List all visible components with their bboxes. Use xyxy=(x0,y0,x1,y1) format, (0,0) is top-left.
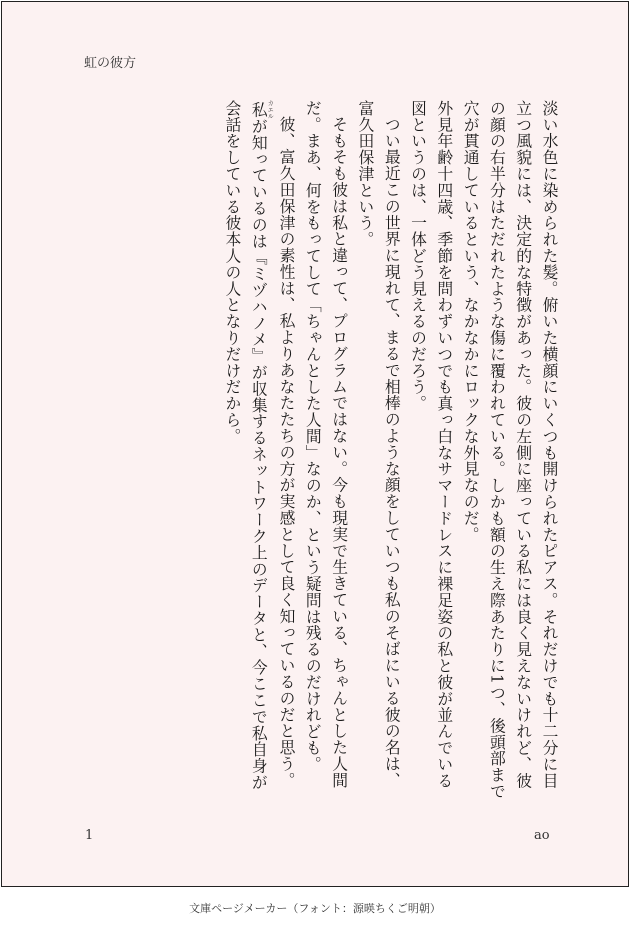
paragraph-5 xyxy=(273,100,299,800)
book-title: 虹の彼方 xyxy=(84,56,137,71)
page-number: 1 xyxy=(85,828,94,843)
vertical-text-body xyxy=(102,100,562,800)
paragraph-1: 淡い水色に染められた髪。俯いた横顔にいくつも開けられたピアス。それだけでも十二分に目立つ風貌には、決定的な特徴があった。彼の左側に座っている私には良く見えないけれど、彼の顔の右半分はただれたような傷に覆われている。しかも額の生え際あたりに1つ、後頭部まで穴が貫通しているという、なかなかにロックな外見なのだ。 xyxy=(461,100,559,800)
ruby-annotation xyxy=(249,100,274,120)
ruby-base: 私 xyxy=(249,100,269,120)
paragraph-6-text: が知っているのは『ミヅハノメ』が収集するネットワーク上のデータと、今ここで私自身が会話をしている彼本人の人となりだけだから。 xyxy=(222,100,269,791)
paragraph-5-text: 彼、富久田保津の素性は、私よりあなたたちの方が実感として良く知っているのだと思う。 xyxy=(277,115,297,789)
generator-credit: 文庫ページメーカー（フォント：源暎ちくご明朝） xyxy=(189,902,441,915)
ruby-text: カエル xyxy=(266,100,274,120)
author-name: ao xyxy=(534,828,550,843)
paragraph-3: つい最近この世界に現れて、まるで相棒のような顔をしていつも私のそばにいる彼の名は、富久田保津という。 xyxy=(355,100,402,789)
book-page xyxy=(1,1,629,887)
paragraph-6 xyxy=(219,100,273,800)
paragraph-2: 外見年齢十四歳、季節を問わずいつでも真っ白なサマードレスに裸足姿の私と彼が並んでいる図というのは、一体どう見えるのだろう。 xyxy=(408,100,454,789)
paragraph-4: そもそも彼は私と違って、プログラムではない。今も現実で生きている、ちゃんとした人間だ。まあ、何をもってして「ちゃんとした人間」なのか、という疑問は残るのだけれども。 xyxy=(303,100,349,789)
